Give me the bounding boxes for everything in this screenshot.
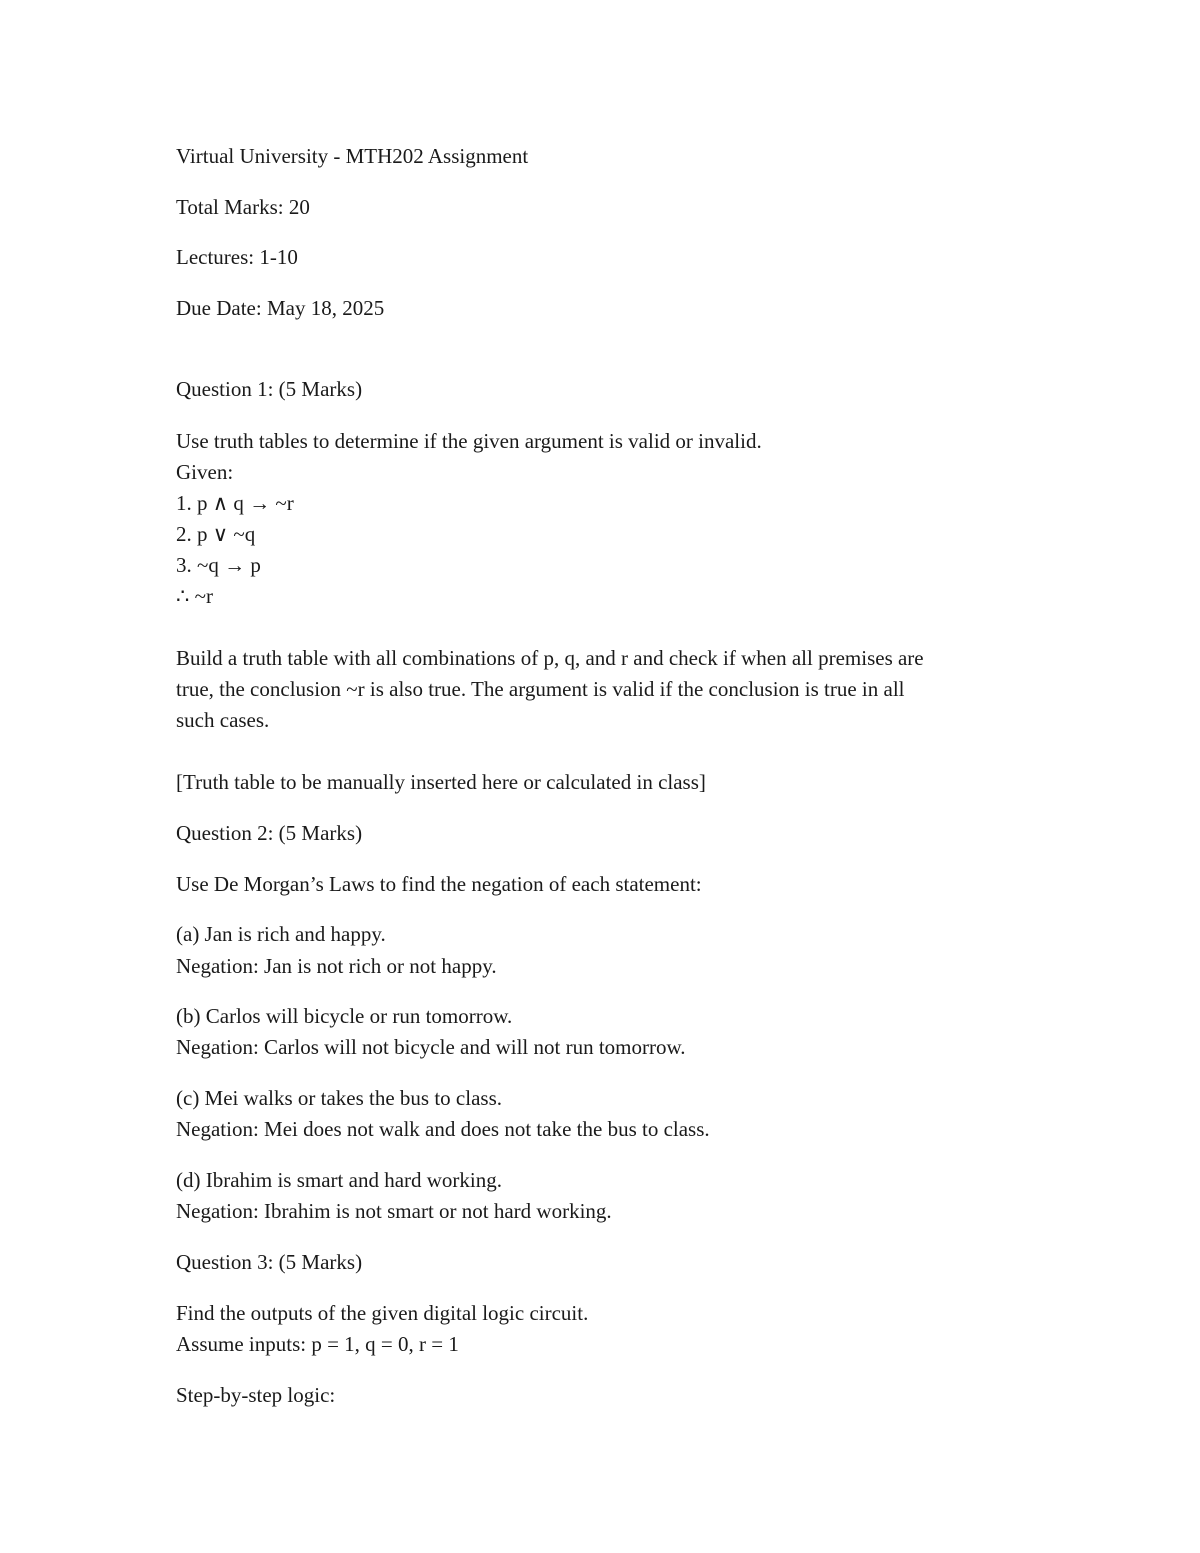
explanation-line-2: true, the conclusion ~r is also true. The argument is valid if the conclusion is true in all <box>176 677 905 701</box>
statement-d: (d) Ibrahim is smart and hard working. <box>176 1168 503 1192</box>
negation-c: Negation: Mei does not walk and does not take the bus to class. <box>176 1117 710 1141</box>
question-3-heading: Question 3: (5 Marks) <box>176 1250 363 1274</box>
given-label: Given: <box>176 460 234 484</box>
explanation-line-1: Build a truth table with all combinations of p, q, and r and check if when all premises are <box>176 646 924 670</box>
negation-d: Negation: Ibrahim is not smart or not hard working. <box>176 1199 612 1223</box>
negation-b: Negation: Carlos will not bicycle and will not run tomorrow. <box>176 1035 686 1059</box>
total-marks: Total Marks: 20 <box>176 195 310 219</box>
statement-b: (b) Carlos will bicycle or run tomorrow. <box>176 1004 513 1028</box>
document-title: Virtual University - MTH202 Assignment <box>176 144 529 168</box>
negation-a: Negation: Jan is not rich or not happy. <box>176 954 497 978</box>
premise-3: 3. ~q → p <box>176 553 261 577</box>
lectures: Lectures: 1-10 <box>176 245 298 269</box>
premise-2: 2. p ∨ ~q <box>176 522 256 546</box>
question-3-instruction: Find the outputs of the given digital logic circuit. <box>176 1301 589 1325</box>
question-2-instruction: Use De Morgan’s Laws to find the negation of each statement: <box>176 872 702 896</box>
premise-1: 1. p ∧ q → ~r <box>176 491 294 515</box>
question-1-instruction: Use truth tables to determine if the given argument is valid or invalid. <box>176 429 762 453</box>
truth-table-placeholder: [Truth table to be manually inserted here or calculated in class] <box>176 770 706 794</box>
question-2-heading: Question 2: (5 Marks) <box>176 821 363 845</box>
statement-a: (a) Jan is rich and happy. <box>176 922 386 946</box>
assumed-inputs: Assume inputs: p = 1, q = 0, r = 1 <box>176 1332 459 1356</box>
question-1-heading: Question 1: (5 Marks) <box>176 377 363 401</box>
explanation-line-3: such cases. <box>176 708 270 732</box>
conclusion: ∴ ~r <box>176 584 213 608</box>
steps-label: Step-by-step logic: <box>176 1383 336 1407</box>
statement-c: (c) Mei walks or takes the bus to class. <box>176 1086 503 1110</box>
due-date: Due Date: May 18, 2025 <box>176 296 385 320</box>
